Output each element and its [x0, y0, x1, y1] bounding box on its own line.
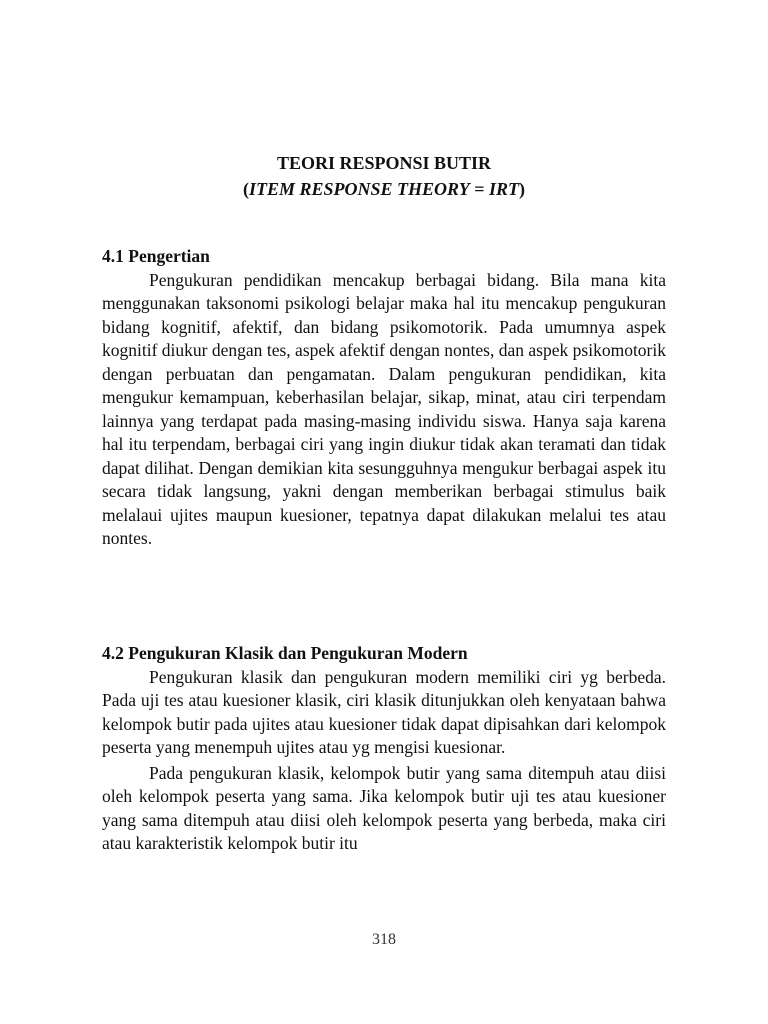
- title-line-1: TEORI RESPONSI BUTIR: [276, 153, 492, 173]
- title-abbreviation: IRT: [488, 179, 519, 199]
- paragraph: Pada pengukuran klasik, kelompok butir yang sama ditempuh atau diisi oleh kelompok peserta yang sama. Jika kelompok butir uji tes atau kuesioner yang sama ditempuh atau diisi oleh kelompok peserta yang berbeda, maka ciri atau karakteristik kelompok butir itu: [102, 762, 666, 853]
- page-number: 318: [372, 931, 396, 948]
- title-english-term: ITEM RESPONSE THEORY: [248, 179, 470, 199]
- section-4-2: [102, 642, 666, 856]
- title-equals: =: [469, 179, 489, 199]
- title-paren-close: ): [519, 179, 525, 199]
- paragraph: Pengukuran klasik dan pengukuran modern memiliki ciri yg berbeda. Pada uji tes atau kuesioner klasik, ciri klasik ditunjukkan oleh kenyataan bahwa kelompok butir pada ujites atau kuesioner tidak dapat dipisahkan dari kelompok peserta yang menempuh ujites atau yg mengisi kuesionar.: [102, 666, 666, 757]
- document-title: [102, 150, 666, 202]
- paragraph: Pengukuran pendidikan mencakup berbagai bidang. Bila mana kita menggunakan taksonomi psikologi belajar maka hal itu mencakup pengukuran bidang kognitif, afektif, dan bidang psikomotorik. Pada umumnya aspek kognitif diukur dengan tes, aspek afektif dengan nontes, dan aspek psikomotorik dengan perbuatan dan pengamatan. Dalam pengukuran pendidikan, kita mengukur kemampuan, keberhasilan belajar, sikap, minat, atau ciri terpendam lainnya yang terdapat pada masing-masing individu siswa. Hanya saja karena hal itu terpendam, berbagai ciri yang ingin diukur tidak akan teramati dan tidak dapat dilihat. Dengan demikian kita sesungguhnya mengukur berbagai aspek itu secara tidak langsung, yakni dengan memberikan berbagai stimulus baik melalaui ujites maupun kuesioner, tepatnya dapat dilakukan melalui tes atau nontes.: [102, 269, 666, 548]
- title-paren-open: (: [242, 179, 249, 199]
- title-line-2: [102, 176, 666, 202]
- section-heading: 4.2 Pengukuran Klasik dan Pengukuran Modern: [102, 643, 468, 663]
- section-heading: 4.1 Pengertian: [102, 246, 210, 266]
- document-page: [102, 0, 666, 1024]
- section-4-1: [102, 245, 666, 551]
